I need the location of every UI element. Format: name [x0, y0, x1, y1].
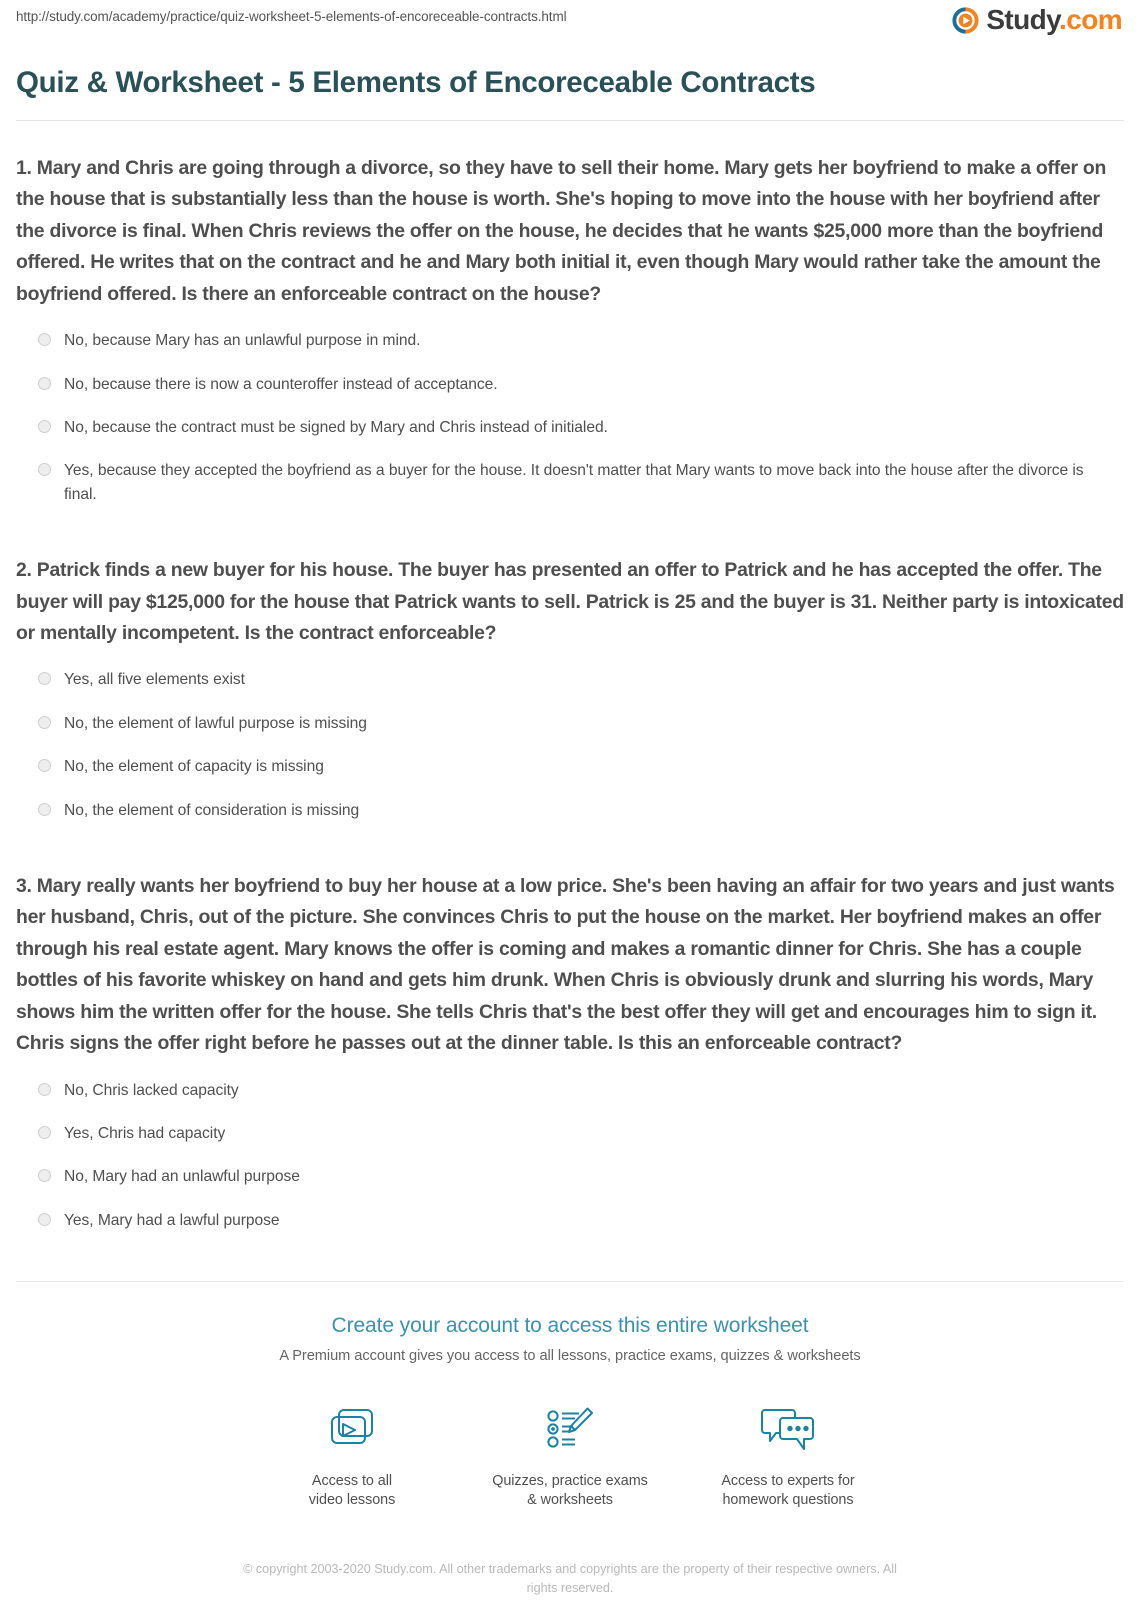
- study-com-logo[interactable]: [952, 6, 1122, 34]
- question-block: [16, 555, 1124, 827]
- answer-label: No, Chris lacked capacity: [64, 1081, 239, 1099]
- feature-label-line1: Quizzes, practice exams: [492, 1473, 648, 1490]
- answer-option[interactable]: [16, 324, 1124, 357]
- question-text: 1. Mary and Chris are going through a divorce, so they have to sell their home. Mary gets her boyfriend to make a offer on the house that is substantially less than the house is worth. She's hoping to move into the house with her boyfriend after the divorce is final. When Chris reviews the offer on the house, he decides that he wants $25,000 more than the boyfriend offered. He writes that on the contract and he and Mary both initial it, even though Mary would rather take the amount the boyfriend offered. Is there an enforceable contract on the house?: [16, 156, 1107, 305]
- answer-options: [16, 1074, 1124, 1238]
- logo-name: Study: [986, 4, 1060, 35]
- logo-wordmark: [986, 6, 1122, 34]
- answer-label: No, Mary had an unlawful purpose: [64, 1168, 300, 1186]
- answer-option[interactable]: [16, 411, 1124, 444]
- play-circle-icon: [952, 7, 979, 34]
- radio-button-icon[interactable]: [38, 1126, 51, 1139]
- answer-label: Yes, Mary had a lawful purpose: [64, 1211, 280, 1229]
- question-block: [16, 871, 1124, 1237]
- quiz-pencil-icon: [461, 1398, 679, 1460]
- radio-button-icon[interactable]: [38, 672, 51, 685]
- feature-label-line1: Access to experts for: [721, 1473, 855, 1490]
- logo-tld: .com: [1059, 4, 1122, 35]
- answer-option[interactable]: [16, 1160, 1124, 1193]
- radio-button-icon[interactable]: [38, 333, 51, 346]
- page-header: [16, 0, 1124, 48]
- answer-options: [16, 663, 1124, 827]
- answer-label: Yes, Chris had capacity: [64, 1124, 226, 1142]
- answer-options: [16, 324, 1124, 511]
- questions-list: [16, 153, 1124, 1237]
- feature-list: [16, 1398, 1124, 1510]
- answer-option[interactable]: [16, 1074, 1124, 1107]
- answer-label: No, the element of capacity is missing: [64, 758, 324, 776]
- feature-label-line2: homework questions: [722, 1492, 854, 1509]
- radio-button-icon[interactable]: [38, 803, 51, 816]
- feature-experts: [679, 1398, 897, 1510]
- answer-option[interactable]: [16, 1204, 1124, 1237]
- answer-option[interactable]: [16, 1117, 1124, 1150]
- video-lessons-icon: [243, 1398, 461, 1460]
- radio-button-icon[interactable]: [38, 1213, 51, 1226]
- answer-option[interactable]: [16, 368, 1124, 401]
- feature-label: [243, 1472, 461, 1510]
- chat-bubbles-icon: [679, 1398, 897, 1460]
- answer-label: Yes, because they accepted the boyfriend as a buyer for the house. It doesn't matter that Mary wants to move back into the house after the divorce is final.: [64, 462, 1084, 503]
- feature-label-line2: & worksheets: [527, 1492, 613, 1509]
- title-divider: [16, 120, 1124, 121]
- radio-button-icon[interactable]: [38, 420, 51, 433]
- radio-button-icon[interactable]: [38, 759, 51, 772]
- feature-video-lessons: [243, 1398, 461, 1510]
- source-url: http://study.com/academy/practice/quiz-worksheet-5-elements-of-encoreceable-contracts.html: [16, 9, 567, 24]
- answer-label: No, because Mary has an unlawful purpose in mind.: [64, 332, 421, 350]
- answer-label: Yes, all five elements exist: [64, 671, 245, 689]
- page-title: Quiz & Worksheet - 5 Elements of Encoreceable Contracts: [16, 66, 816, 99]
- radio-button-icon[interactable]: [38, 716, 51, 729]
- feature-quizzes: [461, 1398, 679, 1510]
- feature-label: [461, 1472, 679, 1510]
- answer-label: No, the element of lawful purpose is missing: [64, 714, 367, 732]
- cta-headline[interactable]: Create your account to access this entire worksheet: [331, 1314, 809, 1338]
- cta-subline: A Premium account gives you access to all lessons, practice exams, quizzes & worksheets: [279, 1348, 861, 1365]
- radio-button-icon[interactable]: [38, 463, 51, 476]
- feature-label: [679, 1472, 897, 1510]
- answer-option[interactable]: [16, 454, 1124, 511]
- cta-section: [16, 1282, 1124, 1623]
- feature-label-line2: video lessons: [308, 1492, 396, 1509]
- copyright-notice: © copyright 2003-2020 Study.com. All other trademarks and copyrights are the property of their respective owners. All rights reserved.: [243, 1562, 897, 1595]
- question-text: 2. Patrick finds a new buyer for his house. The buyer has presented an offer to Patrick and he has accepted the offer. The buyer will pay $125,000 for the house that Patrick wants to sell. Patrick is 25 and the buyer is 31. Neither party is intoxicated or mentally incompetent. Is the contract enforceable?: [16, 559, 1124, 644]
- question-block: [16, 153, 1124, 511]
- feature-label-line1: Access to all: [311, 1473, 393, 1490]
- answer-option[interactable]: [16, 663, 1124, 696]
- radio-button-icon[interactable]: [38, 1083, 51, 1096]
- answer-option[interactable]: [16, 794, 1124, 827]
- answer-option[interactable]: [16, 707, 1124, 740]
- radio-button-icon[interactable]: [38, 1169, 51, 1182]
- question-text: 3. Mary really wants her boyfriend to buy her house at a low price. She's been having an affair for two years and just wants her husband, Chris, out of the picture. She convinces Chris to put the house on the market. Her boyfriend makes an offer through his real estate agent. Mary knows the offer is coming and makes a romantic dinner for Chris. She has a couple bottles of his favorite whiskey on hand and gets him drunk. When Chris is obviously drunk and slurring his words, Mary shows him the written offer for the house. She tells Chris that's the best offer they will get and encourages him to sign it. Chris signs the offer right before he passes out at the dinner table. Is this an enforceable contract?: [16, 874, 1115, 1055]
- answer-label: No, because there is now a counteroffer instead of acceptance.: [64, 375, 498, 393]
- answer-label: No, because the contract must be signed by Mary and Chris instead of initialed.: [64, 418, 608, 436]
- answer-option[interactable]: [16, 750, 1124, 783]
- answer-label: No, the element of consideration is missing: [64, 801, 360, 819]
- radio-button-icon[interactable]: [38, 377, 51, 390]
